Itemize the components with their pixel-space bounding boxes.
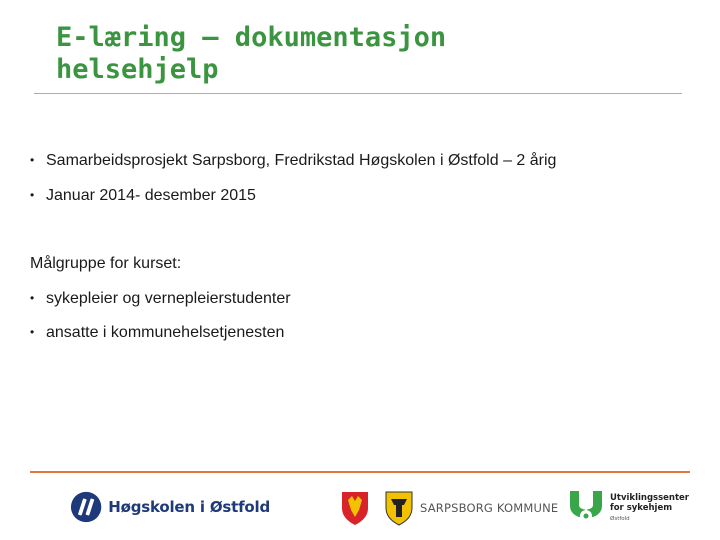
bullet-text: sykepleier og vernepleierstudenter — [46, 290, 291, 307]
usht-text — [610, 493, 689, 524]
hiof-logo — [70, 490, 270, 524]
title-line-1: E-læring – dokumentasjon — [56, 22, 447, 53]
sarpsborg-name: SARPSBORG KOMMUNE — [420, 501, 559, 515]
bullet-text: Samarbeidsprosjekt Sarpsborg, Fredrikstad Høgskolen i Østfold – 2 årig — [46, 152, 557, 169]
bullet-glyph: • — [30, 153, 35, 167]
bullet-glyph: • — [30, 291, 35, 305]
fredrikstad-shield-icon — [340, 490, 370, 526]
hiof-name: Høgskolen i Østfold — [108, 498, 270, 516]
slide-title — [56, 22, 676, 86]
usht-line-1: Utviklingssenter — [610, 492, 689, 503]
usht-line-2: for sykehjem — [610, 502, 673, 513]
usht-flower-icon — [566, 489, 606, 527]
bullet-item — [30, 185, 256, 206]
bullet-glyph: • — [30, 188, 35, 202]
usht-line-3: Østfold — [610, 515, 630, 522]
target-group-heading: Målgruppe for kurset: — [30, 255, 182, 272]
bullet-item — [30, 150, 556, 171]
bullet-item — [30, 288, 291, 309]
sarpsborg-shield-icon — [384, 490, 414, 526]
bullet-glyph: • — [30, 325, 35, 339]
bullet-item — [30, 322, 284, 343]
bullet-text: ansatte i kommunehelsetjenesten — [46, 324, 285, 341]
footer-divider — [30, 471, 690, 473]
title-line-2: helsehjelp — [56, 54, 219, 85]
hiof-emblem-icon — [70, 490, 102, 524]
title-divider — [34, 93, 682, 94]
usht-logo — [566, 488, 716, 528]
municipality-logos — [340, 488, 560, 528]
bullet-text: Januar 2014- desember 2015 — [46, 187, 256, 204]
